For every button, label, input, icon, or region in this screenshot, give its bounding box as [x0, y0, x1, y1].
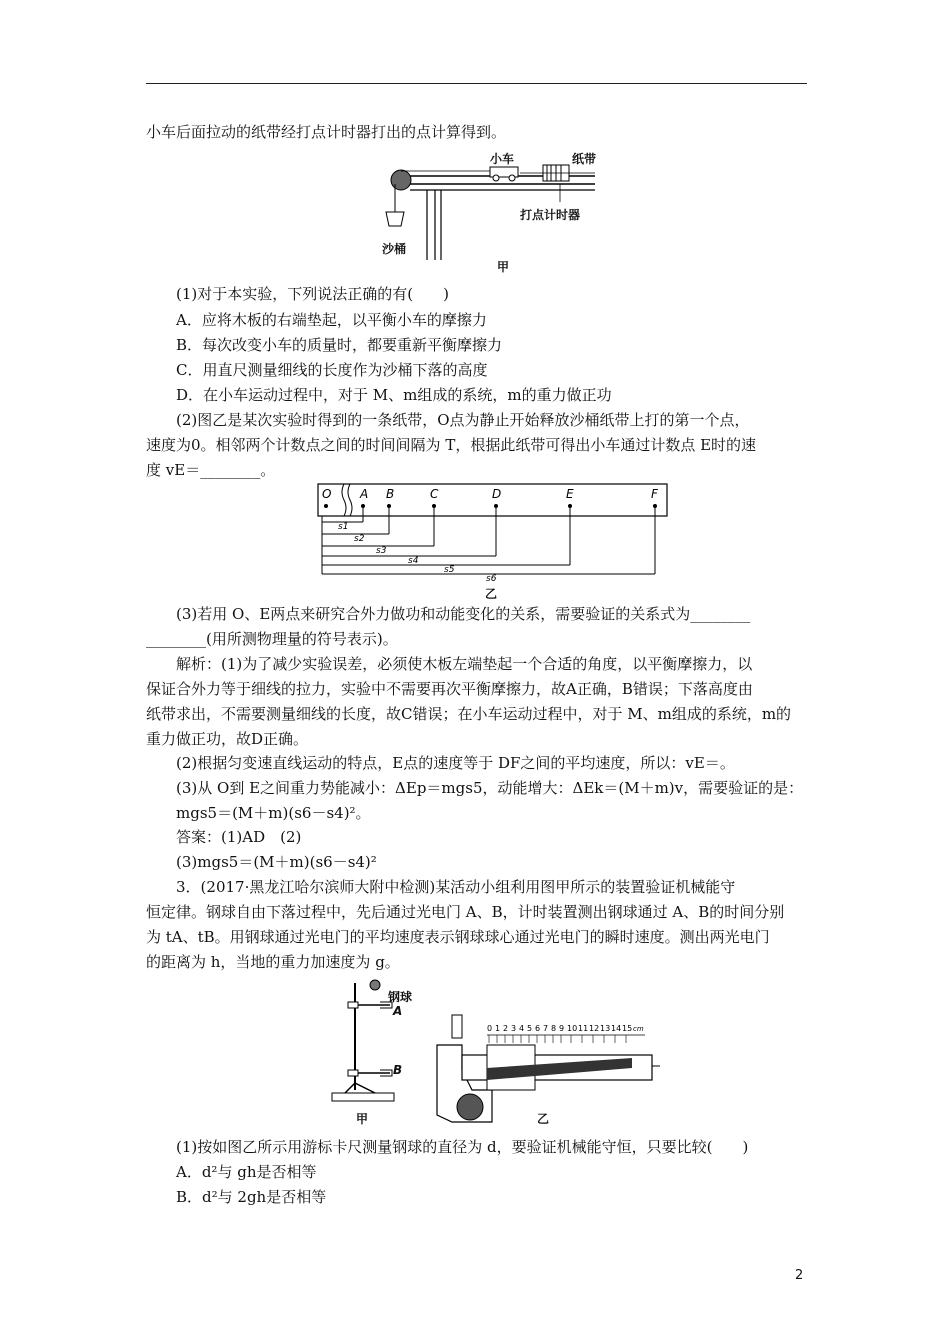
answer-line1: 答案：(1)AD (2) [176, 828, 302, 846]
bucket-label: 沙桶 [382, 242, 407, 256]
scale-number-13: 13 [600, 1024, 611, 1033]
tape-point-E: E [566, 487, 574, 501]
car-label: 小车 [490, 152, 515, 166]
scale-number-7: 7 [543, 1024, 549, 1033]
scale-number-11: 11 [578, 1024, 589, 1033]
tape-point-O: O [322, 487, 332, 501]
p3-line3: 为 tA、tB。用钢球通过光电门的平均速度表示钢球球心通过光电门的瞬时速度。测出两光电门 [146, 928, 770, 946]
tape-point-D: D [492, 487, 502, 501]
paper-tape-figure [316, 482, 672, 587]
intro-text: 小车后面拉动的纸带经打点计时器打出的点计算得到。 [146, 123, 507, 141]
q1-option-b: B．每次改变小车的质量时，都要重新平衡摩擦力 [176, 336, 503, 354]
tape-point-C: C [430, 487, 439, 501]
q4-stem: (1)按如图乙所示用游标卡尺测量钢球的直径为 d，要验证机械能守恒，只要比较( ) [176, 1138, 749, 1156]
answer-line2: (3)mgs5＝(M＋m)(s6－s4)² [176, 853, 377, 871]
tape-point-F: F [651, 487, 658, 501]
q2-line2: 速度为0。相邻两个计数点之间的时间间隔为 T，根据此纸带可得出小车通过计数点 E时的速 [146, 436, 757, 454]
p3-line1: 3．(2017·黑龙江哈尔滨师大附中检测)某活动小组利用图甲所示的装置验证机械能守 [176, 878, 736, 896]
timer-label: 打点计时器 [520, 208, 581, 222]
analysis-line3: 纸带求出，不需要测量细线的长度，故C错误；在小车运动过程中，对于 M、m组成的系统，m的 [146, 705, 792, 723]
ball-label: 钢球 [388, 990, 413, 1004]
fig3-caption-right: 乙 [537, 1112, 550, 1126]
dist-s6: s6 [486, 574, 497, 584]
gate-b-label: B [393, 1063, 403, 1077]
fig2-caption: 乙 [485, 587, 498, 601]
page-number: 2 [795, 1268, 804, 1283]
analysis-line4: 重力做正功，故D正确。 [146, 730, 309, 748]
tape-point-B: B [386, 487, 395, 501]
scale-number-6: 6 [535, 1024, 541, 1033]
dist-s2: s2 [354, 534, 365, 544]
analysis-line1: 解析：(1)为了减少实验误差，必须使木板左端垫起一个合适的角度，以平衡摩擦力，以 [176, 655, 753, 673]
q2-line3: 度 vE＝________。 [146, 461, 276, 479]
tape-label: 纸带 [572, 152, 597, 166]
analysis-line5: (2)根据匀变速直线运动的特点，E点的速度等于 DF之间的平均速度，所以：vE＝。 [176, 754, 735, 772]
analysis-line2: 保证合外力等于细线的拉力，实验中不需要再次平衡摩擦力，故A正确，B错误；下落高度由 [146, 680, 753, 698]
q1-option-d: D．在小车运动过程中，对于 M、m组成的系统，m的重力做正功 [176, 386, 612, 404]
q2-line1: (2)图乙是某次实验时得到的一条纸带，O点为静止开始释放沙桶纸带上打的第一个点， [176, 411, 750, 429]
scale-number-10: 10 [567, 1024, 578, 1033]
scale-number-5: 5 [527, 1024, 533, 1033]
q3-line2: ________(用所测物理量的符号表示)。 [146, 630, 398, 648]
scale-number-14: 14 [611, 1024, 622, 1033]
q3-line1: (3)若用 O、E两点来研究合外力做功和动能变化的关系，需要验证的关系式为________ [176, 605, 751, 623]
analysis-line7: mgs5＝(M＋m)(s6－s4)²。 [176, 804, 371, 822]
dist-s5: s5 [444, 565, 455, 575]
q4-option-b: B．d²与 2gh是否相等 [176, 1188, 327, 1206]
q1-option-a: A．应将木板的右端垫起，以平衡小车的摩擦力 [176, 311, 487, 329]
scale-number-1: 1 [495, 1024, 501, 1033]
scale-numbers [487, 1024, 644, 1033]
gate-a-label: A [393, 1004, 403, 1018]
dist-s4: s4 [408, 556, 419, 566]
p3-line4: 的距离为 h，当地的重力加速度为 g。 [146, 953, 400, 971]
tape-point-A: A [360, 487, 369, 501]
p3-line2: 恒定律。钢球自由下落过程中，先后通过光电门 A、B，计时装置测出钢球通过 A、B的时间分别 [146, 903, 785, 921]
dist-s1: s1 [338, 522, 349, 532]
dist-s3: s3 [376, 546, 387, 556]
q1-option-c: C．用直尺测量细线的长度作为沙桶下落的高度 [176, 361, 488, 379]
scale-number-2: 2 [503, 1024, 509, 1033]
scale-number-15: 15 [622, 1024, 633, 1033]
scale-number-3: 3 [511, 1024, 517, 1033]
caliper-scale [487, 1021, 647, 1049]
q1-stem: (1)对于本实验，下列说法正确的有( ) [176, 285, 449, 303]
scale-number-0: 0 [487, 1024, 493, 1033]
header-rule [146, 83, 807, 84]
scale-unit: cm [633, 1025, 644, 1033]
scale-number-4: 4 [519, 1024, 525, 1033]
scale-number-8: 8 [551, 1024, 557, 1033]
analysis-line6: (3)从 O到 E之间重力势能减小：ΔEp＝mgs5，动能增大：ΔEk＝(M＋m)v，需要验证的是： [176, 779, 804, 797]
q4-option-a: A．d²与 gh是否相等 [176, 1163, 317, 1181]
fig1-caption: 甲 [497, 260, 510, 274]
scale-number-12: 12 [589, 1024, 600, 1033]
scale-number-9: 9 [559, 1024, 565, 1033]
fig3-caption-left: 甲 [356, 1112, 369, 1126]
